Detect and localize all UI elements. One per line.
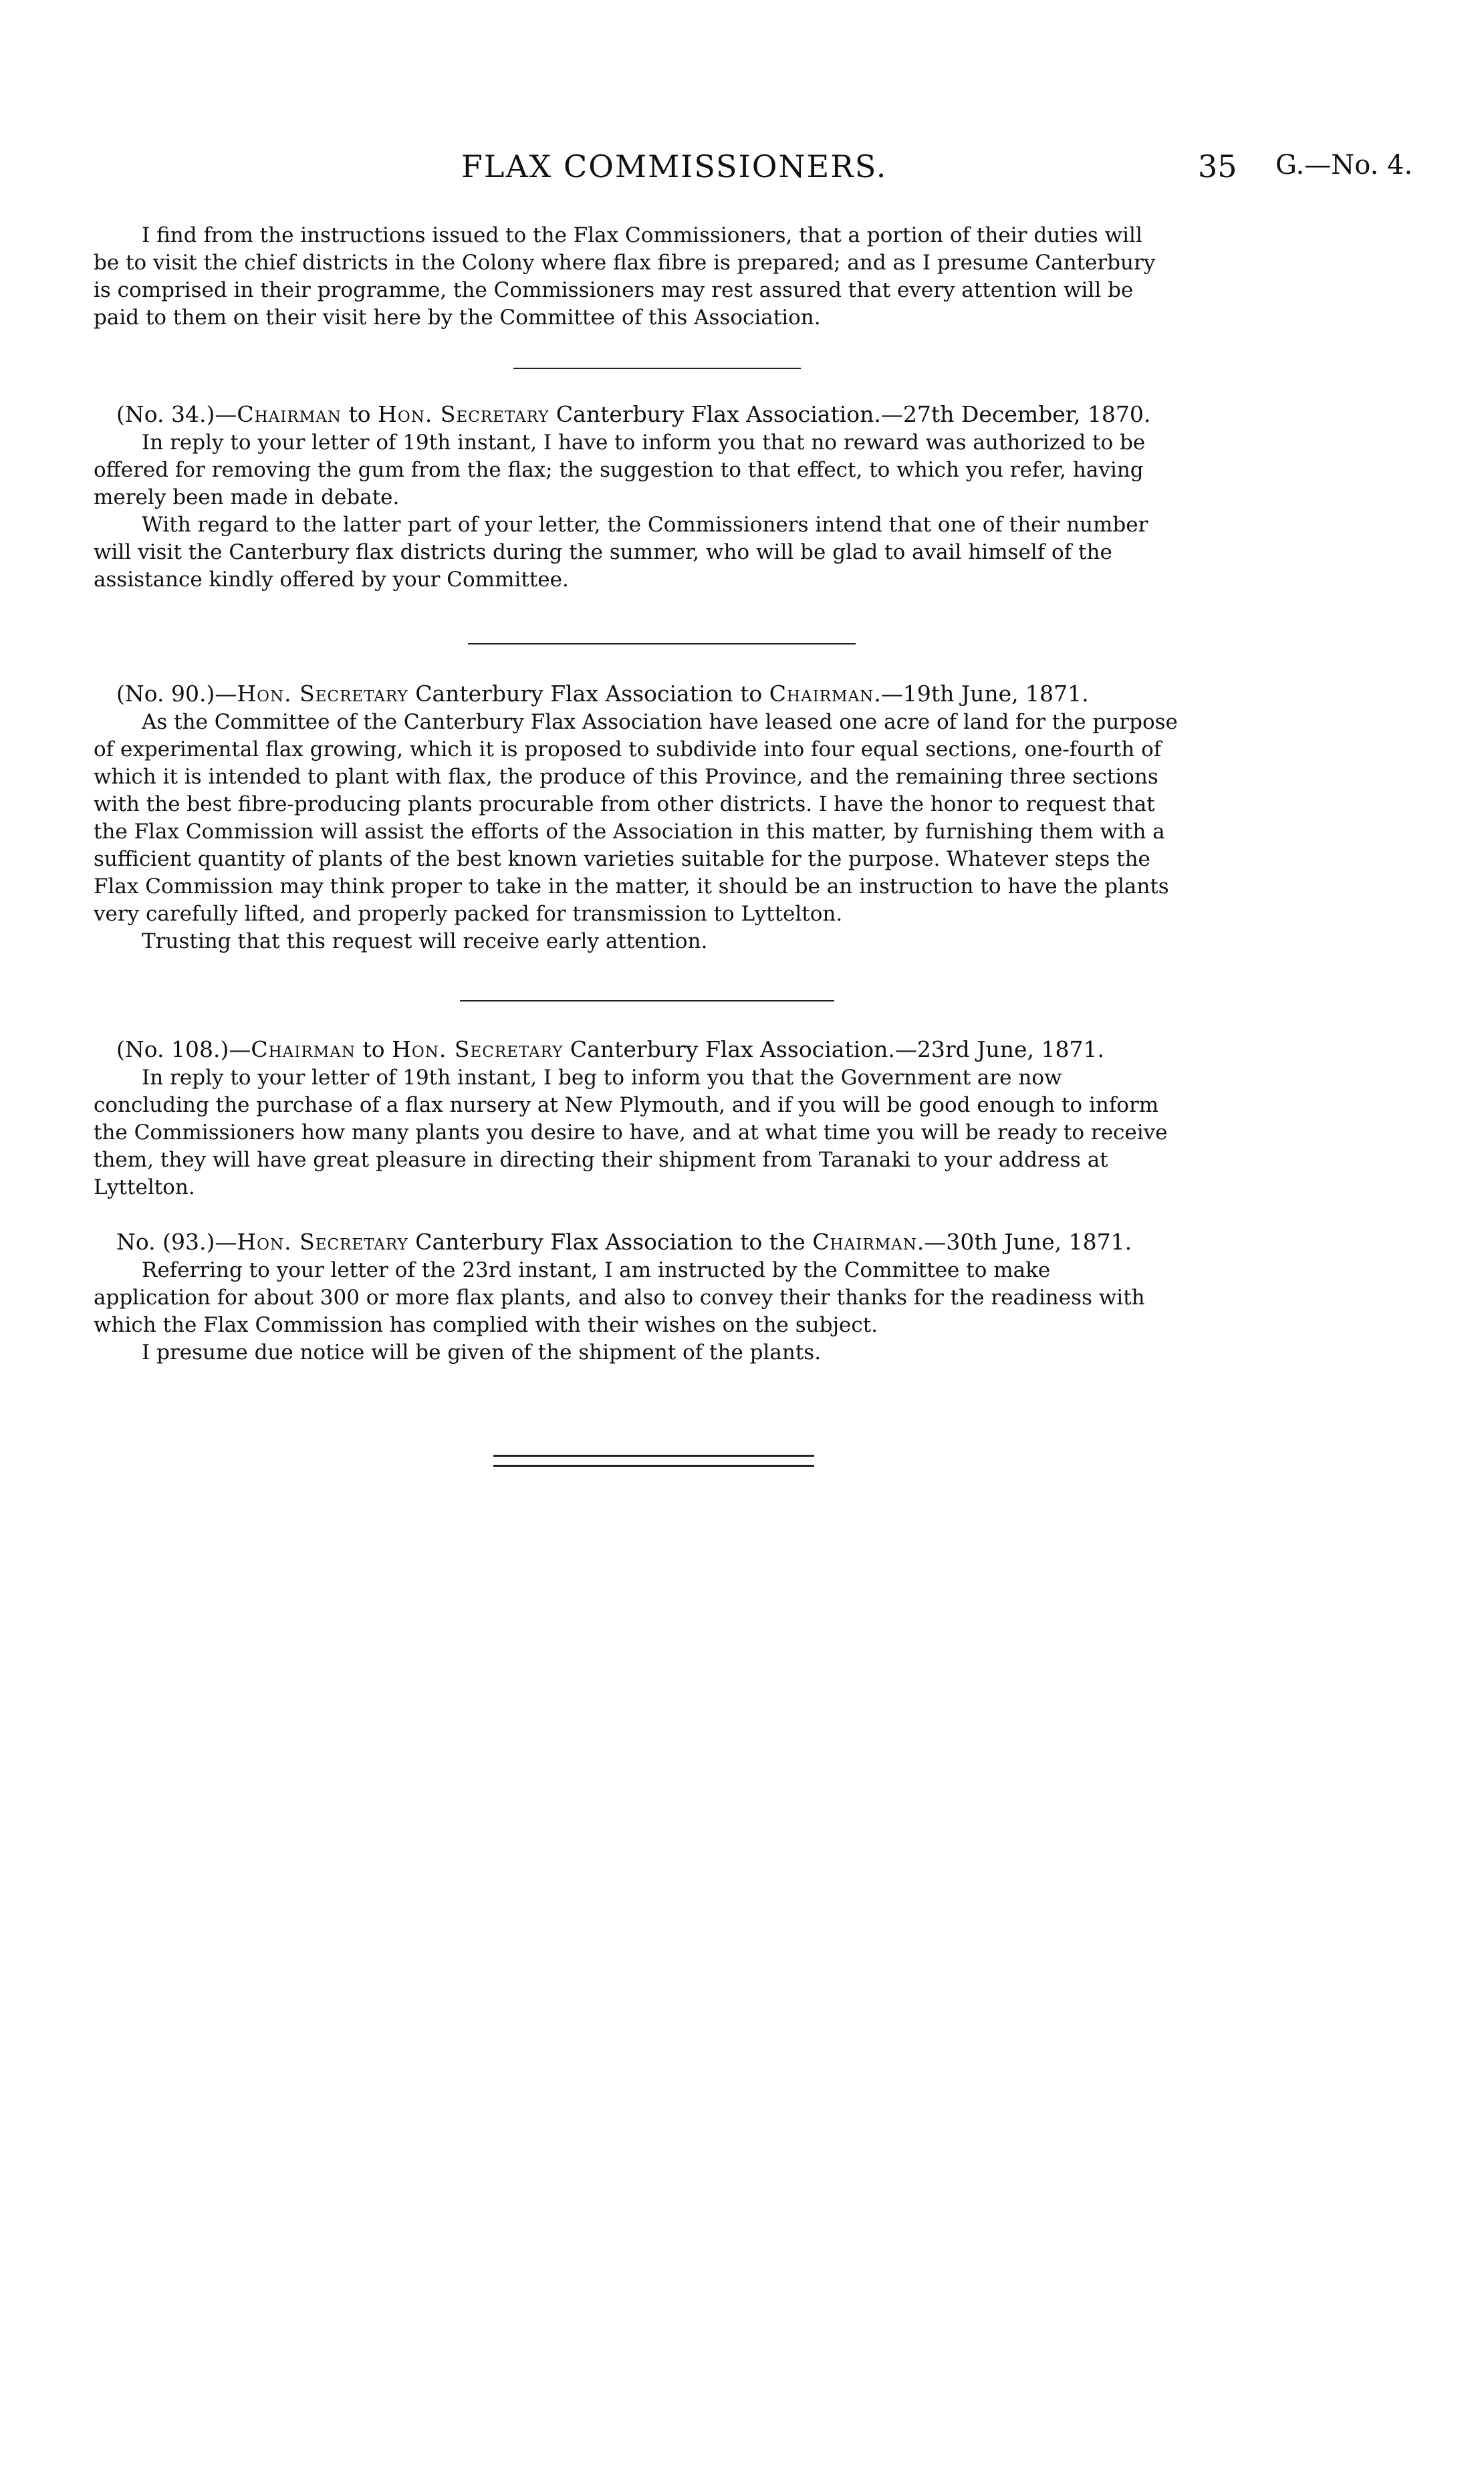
text-line: Trusting that this request will receive early attention. (142, 929, 708, 953)
letter-heading: No. (93.)—Hon. Secretary Canterbury Flax Association to the Chairman.—30th June, 1871. (116, 1229, 1132, 1255)
text-line: which it is intended to plant with flax, the produce of this Province, and the remaining three sections (94, 765, 1158, 789)
text-line: Lyttelton. (94, 1175, 195, 1199)
text-line: be to visit the chief districts in the Colony where flax fibre is prepared; and as I presume Canterbury (94, 251, 1156, 275)
text-line: the Commissioners how many plants you desire to have, and at what time you will be ready to receive (94, 1120, 1168, 1145)
page-title: FLAX COMMISSIONERS. (461, 148, 888, 185)
page-number: 35 (1198, 148, 1237, 185)
text-line: Flax Commission may think proper to take in the matter, it should be an instruction to have the plants (94, 874, 1169, 899)
text-line: of experimental flax growing, which it is proposed to subdivide into four equal sections, one-fourth of (94, 737, 1162, 761)
intro-paragraph (94, 222, 1230, 332)
text-line: concluding the purchase of a flax nursery at New Plymouth, and if you will be good enough to inform (94, 1093, 1159, 1117)
text-line: will visit the Canterbury flax districts during the summer, who will be glad to avail himself of the (94, 540, 1112, 564)
letter-no-93 (94, 1227, 1230, 1367)
letter-heading: (No. 90.)—Hon. Secretary Canterbury Flax Association to Chairman.—19th June, 1871. (116, 681, 1089, 707)
text-line: Referring to your letter of the 23rd instant, I am instructed by the Committee to make (142, 1258, 1051, 1282)
text-line: In reply to your letter of 19th instant, I beg to inform you that the Government are now (142, 1066, 1062, 1090)
section-divider (460, 1000, 834, 1001)
text-line: with the best fibre-producing plants procurable from other districts. I have the honor to request that (94, 792, 1155, 816)
text-line: application for about 300 or more flax plants, and also to convey their thanks for the readiness with (94, 1286, 1145, 1310)
text-line: As the Committee of the Canterbury Flax Association have leased one acre of land for the purpose (142, 710, 1178, 734)
text-line: the Flax Commission will assist the efforts of the Association in this matter, by furnishing them with a (94, 820, 1165, 844)
letter-heading: (No. 108.)—Chairman to Hon. Secretary Canterbury Flax Association.—23rd June, 1871. (116, 1036, 1104, 1062)
letter-no-108 (94, 1035, 1230, 1201)
text-line: is comprised in their programme, the Commissioners may rest assured that every attention will be (94, 278, 1134, 302)
letter-no-90 (94, 679, 1230, 955)
text-line: merely been made in debate. (94, 485, 400, 509)
text-line: In reply to your letter of 19th instant, I have to inform you that no reward was authorized to be (142, 431, 1146, 455)
text-line: which the Flax Commission has complied with their wishes on the subject. (94, 1313, 878, 1337)
closing-double-rule (493, 1455, 814, 1467)
section-divider (513, 368, 801, 369)
text-line: very carefully lifted, and properly packed for transmission to Lyttelton. (94, 902, 843, 926)
section-divider (468, 643, 856, 644)
letter-no-34 (94, 400, 1230, 594)
text-line: paid to them on their visit here by the Committee of this Association. (94, 306, 821, 330)
text-line: sufficient quantity of plants of the best known varieties suitable for the purpose. Whatever steps the (94, 847, 1150, 871)
text-line: With regard to the latter part of your letter, the Commissioners intend that one of their number (142, 513, 1148, 537)
text-line: assistance kindly offered by your Committee. (94, 568, 569, 592)
text-line: them, they will have great pleasure in directing their shipment from Taranaki to your address at (94, 1148, 1108, 1172)
running-header (0, 148, 1484, 189)
paper-reference: G.—No. 4. (1275, 150, 1413, 181)
text-line: I presume due notice will be given of the shipment of the plants. (142, 1340, 822, 1365)
letter-heading: (No. 34.)—Chairman to Hon. Secretary Canterbury Flax Association.—27th December, 1870. (116, 401, 1151, 427)
text-line: I find from the instructions issued to the Flax Commissioners, that a portion of their duties will (142, 223, 1142, 247)
text-line: offered for removing the gum from the flax; the suggestion to that effect, to which you refer, having (94, 458, 1144, 482)
